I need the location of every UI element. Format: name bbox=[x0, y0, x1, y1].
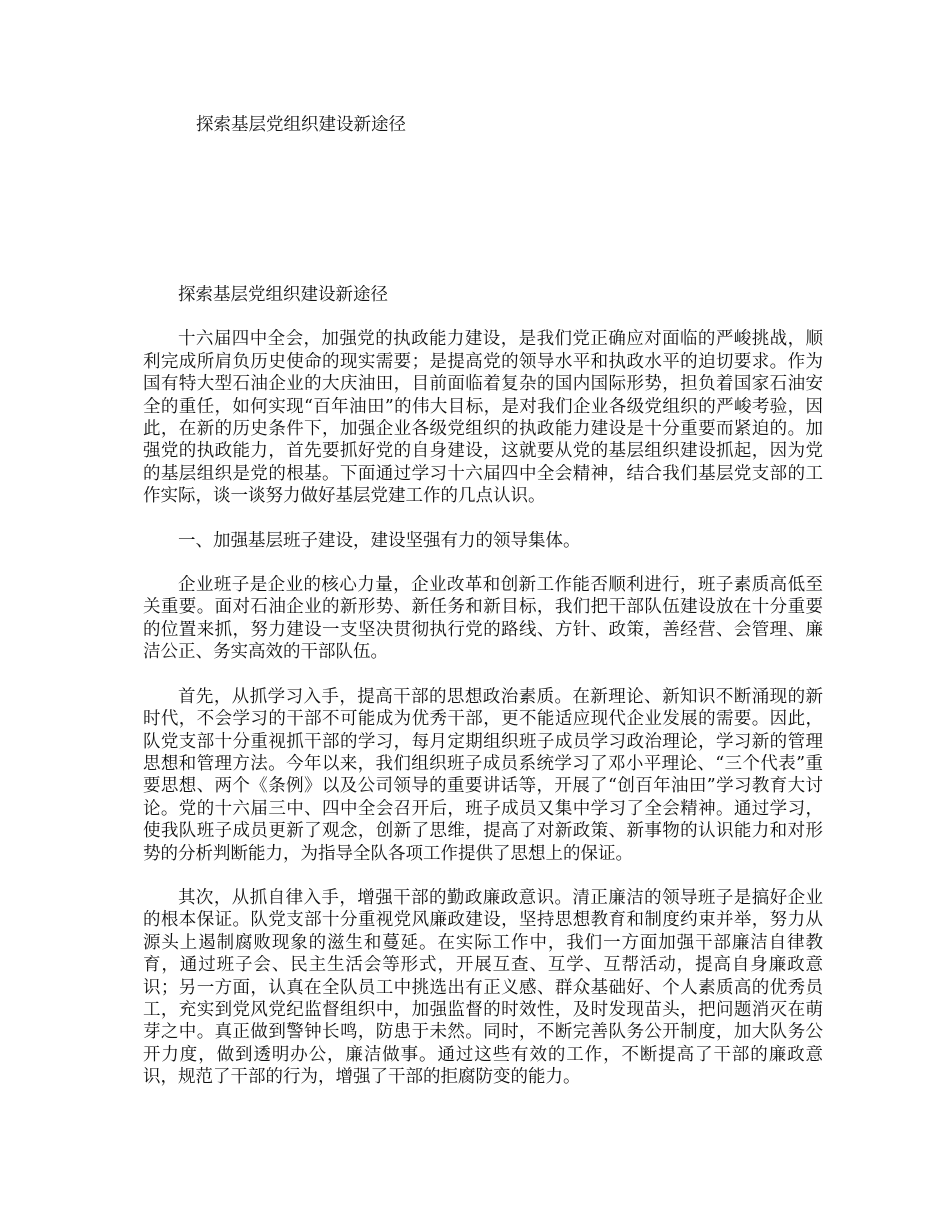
cover-title: 探索基层党组织建设新途径 bbox=[196, 115, 406, 135]
paragraph-intro: 十六届四中全会，加强党的执政能力建设，是我们党正确应对面临的严峻挑战，顺利完成所肩负历史使命的现实需要；是提高党的领导水平和执政水平的迫切要求。作为国有特大型石油企业的大庆油田，目前面临着复杂的国内国际形势，担负着国家石油安全的重任，如何实现“百年油田”的伟大目标，是对我们企业各级党组织的严峻考验，因此，在新的历史条件下，加强企业各级党组织的执政能力建设是十分重要而紧迫的。加强党的执政能力，首先要抓好党的自身建设，这就要从党的基层组织建设抓起，因为党的基层组织是党的根基。下面通过学习十六届四中全会精神，结合我们基层党支部的工作实际，谈一谈努力做好基层党建工作的几点认识。 bbox=[143, 329, 823, 507]
paragraph-self-discipline: 其次，从抓自律入手，增强干部的勤政廉政意识。清正廉洁的领导班子是搞好企业的根本保证。队党支部十分重视党风廉政建设，坚持思想教育和制度约束并举，努力从源头上遏制腐败现象的滋生和蔓延。在实际工作中，我们一方面加强干部廉洁自律教育，通过班子会、民主生活会等形式，开展互查、互学、互帮活动，提高自身廉政意识；另一方面，认真在全队员工中挑选出有正义感、群众基础好、个人素质高的优秀员工，充实到党风党纪监督组织中，加强监督的时效性，及时发现苗头，把问题消灭在萌芽之中。真正做到警钟长鸣，防患于未然。同时，不断完善队务公开制度，加大队务公开力度，做到透明办公，廉洁做事。通过这些有效的工作，不断提高了干部的廉政意识，规范了干部的行为，增强了干部的拒腐防变的能力。 bbox=[143, 887, 823, 1088]
document-body bbox=[143, 284, 823, 1111]
paragraph-section-one-title: 一、加强基层班子建设，建设坚强有力的领导集体。 bbox=[178, 530, 581, 551]
section-heading: 探索基层党组织建设新途径 bbox=[178, 285, 388, 305]
paragraph-study: 首先，从抓学习入手，提高干部的思想政治素质。在新理论、新知识不断涌现的新时代，不会学习的干部不可能成为优秀干部，更不能适应现代企业发展的需要。因此，队党支部十分重视抓干部的学习，每月定期组织班子成员学习政治理论，学习新的管理思想和管理方法。今年以来，我们组织班子成员系统学习了邓小平理论、“三个代表”重要思想、两个《条例》以及公司领导的重要讲话等，开展了“创百年油田”学习教育大讨论。党的十六届三中、四中全会召开后，班子成员又集中学习了全会精神。通过学习，使我队班子成员更新了观念，创新了思维，提高了对新政策、新事物的认识能力和对形势的分析判断能力，为指导全队各项工作提供了思想上的保证。 bbox=[143, 686, 823, 864]
paragraph-leadership: 企业班子是企业的核心力量，企业改革和创新工作能否顺利进行，班子素质高低至关重要。面对石油企业的新形势、新任务和新目标，我们把干部队伍建设放在十分重要的位置来抓，努力建设一支坚决贯彻执行党的路线、方针、政策，善经营、会管理、廉洁公正、务实高效的干部队伍。 bbox=[143, 575, 823, 663]
